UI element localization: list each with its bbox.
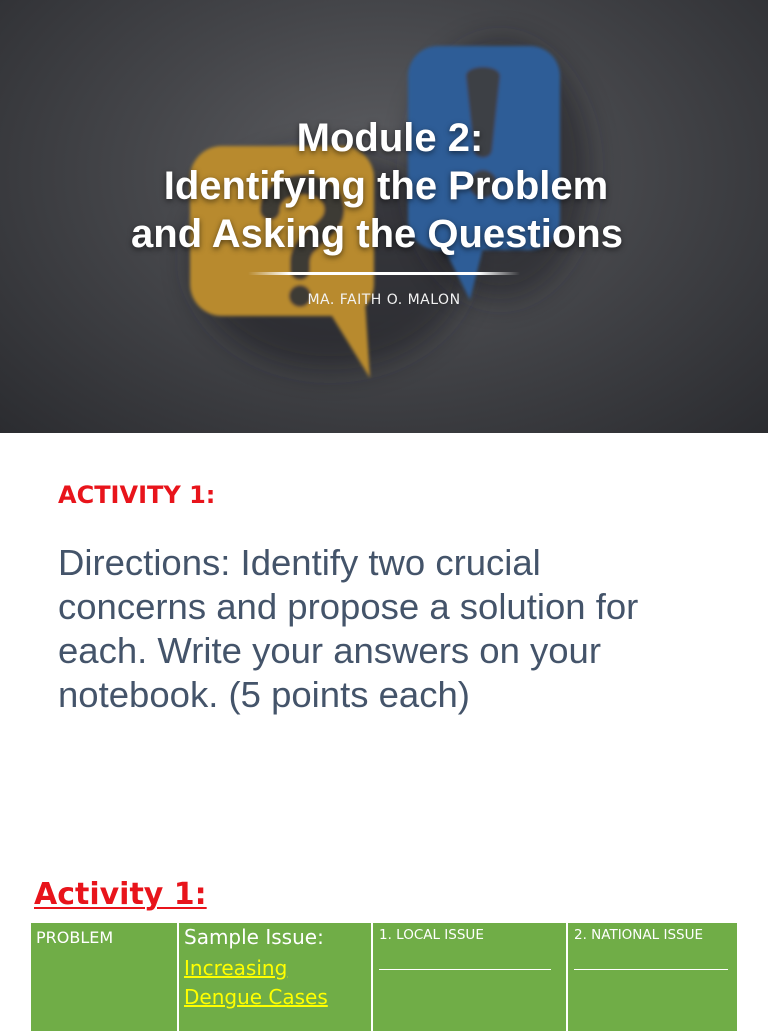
local-issue-cell [372,922,567,1032]
sample-issue-cell [178,922,372,1032]
module-title [0,114,768,258]
directions-line: each. Write your answers on your [58,630,602,671]
problem-label: PROBLEM [36,928,114,947]
directions-line: concerns and propose a solution for [58,586,639,627]
title-line-2: Identifying the Problem [163,164,609,208]
title-line-1: Module 2: [296,116,484,160]
local-issue-label: 1. LOCAL ISSUE [379,927,484,943]
national-issue-blank-line [574,969,728,970]
sample-issue-line: Increasing [184,956,288,980]
directions-line: Directions: Identify two crucial [58,542,541,583]
activity-table-slide [0,865,768,1024]
sample-issue-value [184,954,328,1012]
author-name: MA. FAITH O. MALON [307,292,461,308]
national-issue-cell [567,922,738,1032]
national-issue-label: 2. NATIONAL ISSUE [574,927,703,943]
problem-header-cell [30,922,178,1032]
directions-slide [0,433,768,865]
activity-table [30,922,738,1032]
activity-heading: ACTIVITY 1: [58,481,216,509]
sample-issue-label: Sample Issue: [184,925,324,949]
directions-line: notebook. (5 points each) [58,674,470,715]
title-slide [0,0,768,433]
title-divider [248,272,520,275]
title-line-3: and Asking the Questions [131,212,623,256]
sample-issue-line: Dengue Cases [184,985,328,1009]
local-issue-blank-line [379,969,551,970]
directions-text [58,541,738,717]
activity-table-heading: Activity 1: [34,877,207,912]
